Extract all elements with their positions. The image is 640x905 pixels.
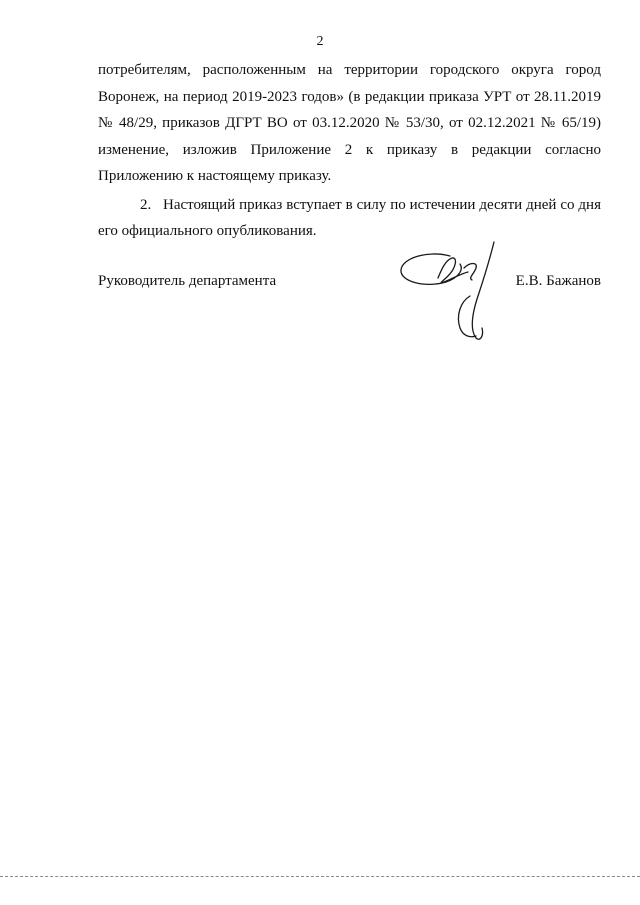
signatory-name: Е.В. Бажанов [515, 273, 601, 289]
signatory-title: Руководитель департамента [98, 273, 277, 289]
document-body [98, 57, 601, 245]
signature-block [98, 268, 601, 294]
footer-divider [0, 876, 640, 878]
handwritten-signature-icon [398, 238, 508, 343]
paragraph-continuation: потребителям, расположенным на территории городского округа город Воронеж, на период 2019-2023 годов» (в редакции приказа УРТ от 28.11.2019 № 48/29, приказов ДГРТ ВО от 03.12.2020 № 53/30, от 02.12.2021 № 65/19) изменение, изложив Приложение 2 к приказу в редакции согласно Приложению к настоящему приказу. [98, 62, 601, 184]
page-number: 2 [316, 34, 324, 49]
paragraph-item-2: 2. Настоящий приказ вступает в силу по истечении десяти дней со дня его официального опубликования. [98, 196, 601, 239]
